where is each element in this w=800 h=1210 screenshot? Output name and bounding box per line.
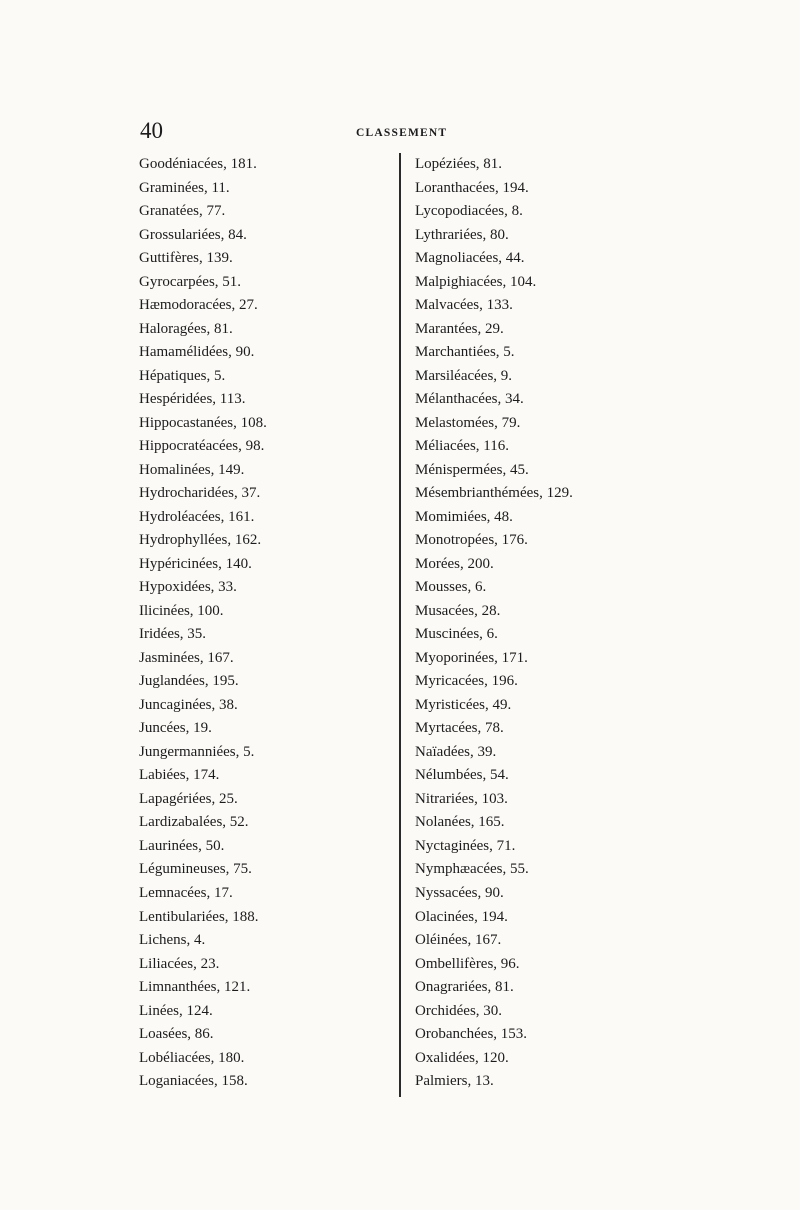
- index-entry: Malvacées, 133.: [415, 297, 513, 314]
- running-head: CLASSEMENT: [356, 127, 448, 139]
- index-entry: Nymphæacées, 55.: [415, 861, 529, 878]
- index-entry: Lentibulariées, 188.: [139, 908, 259, 925]
- index-entry: Jasminées, 167.: [139, 649, 234, 666]
- index-entry: Lopéziées, 81.: [415, 156, 503, 172]
- index-entry: Morées, 200.: [415, 555, 494, 572]
- index-entry: Lichens, 4.: [139, 932, 206, 949]
- index-entry: Hydroléacées, 161.: [139, 508, 255, 525]
- index-entry: Magnoliacées, 44.: [415, 250, 525, 267]
- index-entry: Olacinées, 194.: [415, 908, 508, 925]
- index-entry: Orobanchées, 153.: [415, 1026, 528, 1043]
- index-entry: Hypoxidées, 33.: [139, 579, 237, 596]
- index-entry: Orchidées, 30.: [415, 1002, 503, 1019]
- index-entry: Nyssacées, 90.: [415, 884, 504, 901]
- index-entry: Lemnacées, 17.: [139, 884, 233, 901]
- index-entry: Loranthacées, 194.: [415, 179, 529, 196]
- index-entry: Naïadées, 39.: [415, 743, 497, 760]
- index-entry: Myristicées, 49.: [415, 696, 512, 713]
- index-entry: Palmiers, 13.: [415, 1073, 494, 1090]
- index-entry: Guttifères, 139.: [139, 250, 233, 267]
- index-column-left: [139, 153, 389, 1094]
- index-entry: Mélanthacées, 34.: [415, 391, 524, 408]
- index-entry: Onagrariées, 81.: [415, 979, 514, 996]
- index-entry: Ilicinées, 100.: [139, 602, 224, 619]
- index-entry: Oxalidées, 120.: [415, 1049, 509, 1066]
- index-entry: Lycopodiacées, 8.: [415, 203, 523, 220]
- index-entry: Mousses, 6.: [415, 579, 487, 596]
- index-entry: Malpighiacées, 104.: [415, 273, 537, 290]
- index-entry: Ménispermées, 45.: [415, 461, 529, 478]
- index-entry: Haloragées, 81.: [139, 320, 233, 337]
- index-entry: Monotropées, 176.: [415, 532, 528, 549]
- index-entry: Marsiléacées, 9.: [415, 367, 513, 384]
- index-entry: Mésembrianthémées, 129.: [415, 485, 573, 502]
- index-entry: Marantées, 29.: [415, 320, 504, 337]
- index-entry: Musacées, 28.: [415, 602, 501, 619]
- index-entry: Loasées, 86.: [139, 1026, 214, 1043]
- index-entry: Hippocratéacées, 98.: [139, 438, 265, 455]
- index-entry: Lythrariées, 80.: [415, 226, 509, 243]
- index-entry: Hydrophyllées, 162.: [139, 532, 262, 549]
- index-entry: Lardizabalées, 52.: [139, 814, 249, 831]
- index-entry: Gyrocarpées, 51.: [139, 273, 242, 290]
- index-entry: Iridées, 35.: [139, 626, 207, 643]
- index-entry: Labiées, 174.: [139, 767, 220, 784]
- index-entry: Hæmodoracées, 27.: [139, 297, 258, 314]
- index-entry: Ombellifères, 96.: [415, 955, 520, 972]
- index-entry: Nyctaginées, 71.: [415, 837, 516, 854]
- index-entry: Goodéniacées, 181.: [139, 156, 257, 172]
- index-entry: Melastomées, 79.: [415, 414, 521, 431]
- index-entry: Limnanthées, 121.: [139, 979, 251, 996]
- index-entry: Marchantiées, 5.: [415, 344, 515, 361]
- index-entry: Nélumbées, 54.: [415, 767, 509, 784]
- index-column-right: [415, 153, 655, 1094]
- index-entry: Laurinées, 50.: [139, 837, 225, 854]
- index-entry: Myoporinées, 171.: [415, 649, 528, 666]
- column-divider-rule: [399, 153, 401, 1085]
- index-entry: Oléinées, 167.: [415, 932, 502, 949]
- index-entry: Linées, 124.: [139, 1002, 213, 1019]
- index-entry: Loganiacées, 158.: [139, 1073, 248, 1090]
- index-entry: Hydrocharidées, 37.: [139, 485, 261, 502]
- index-entry: Juncaginées, 38.: [139, 696, 238, 713]
- index-entry: Liliacées, 23.: [139, 955, 220, 972]
- index-entry: Lapagériées, 25.: [139, 790, 238, 807]
- index-entry: Hamamélidées, 90.: [139, 344, 255, 361]
- index-entry: Nitrariées, 103.: [415, 790, 508, 807]
- index-entry: Nolanées, 165.: [415, 814, 505, 831]
- index-entry: Légumineuses, 75.: [139, 861, 252, 878]
- index-entry: Hippocastanées, 108.: [139, 414, 267, 431]
- index-entry: Grossulariées, 84.: [139, 226, 247, 243]
- index-entry: Granatées, 77.: [139, 203, 226, 220]
- index-entry: Hespéridées, 113.: [139, 391, 246, 408]
- index-entry: Momimiées, 48.: [415, 508, 513, 525]
- index-entry: Graminées, 11.: [139, 179, 230, 196]
- page-number: 40: [140, 118, 163, 143]
- index-entry: Méliacées, 116.: [415, 438, 509, 455]
- index-entry: Muscinées, 6.: [415, 626, 498, 643]
- index-entry: Juncées, 19.: [139, 720, 212, 737]
- index-entry: Myricacées, 196.: [415, 673, 518, 690]
- index-entry: Jungermanniées, 5.: [139, 743, 255, 760]
- index-entry: Juglandées, 195.: [139, 673, 239, 690]
- index-entry: Lobéliacées, 180.: [139, 1049, 245, 1066]
- index-entry: Myrtacées, 78.: [415, 720, 504, 737]
- index-entry: Hypéricinées, 140.: [139, 555, 252, 572]
- index-entry: Homalinées, 149.: [139, 461, 245, 478]
- index-entry: Hépatiques, 5.: [139, 367, 226, 384]
